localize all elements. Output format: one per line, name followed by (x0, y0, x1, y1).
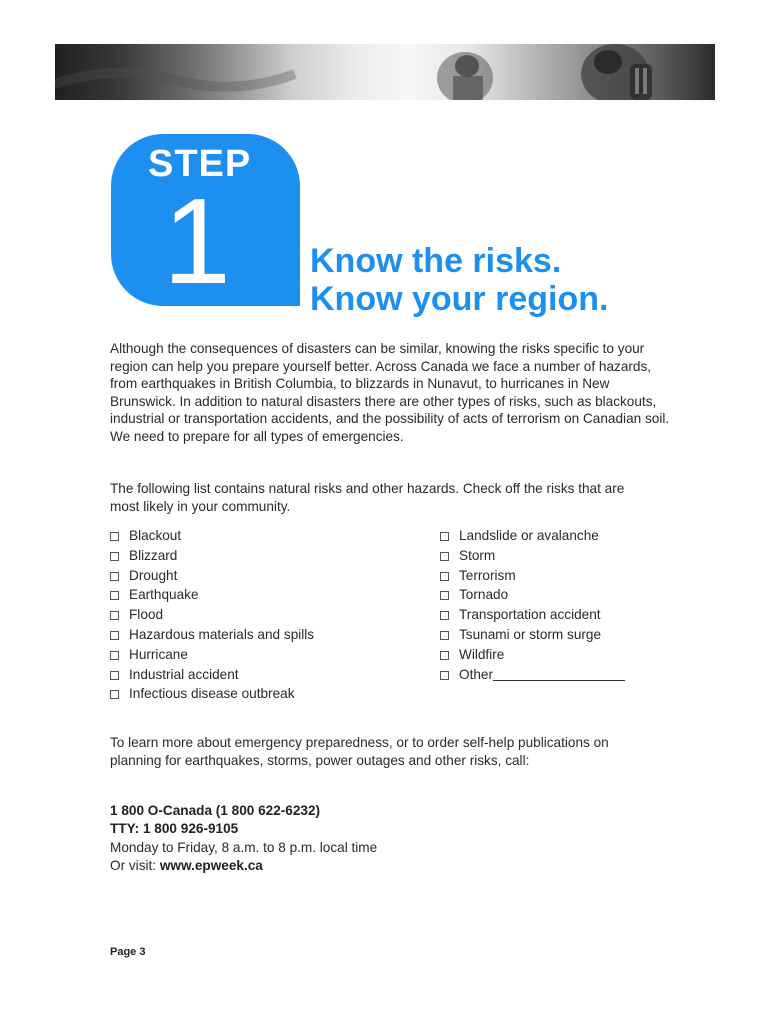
page-title (310, 242, 608, 318)
checklist-item[interactable] (110, 625, 314, 645)
intro-paragraph: Although the consequences of disasters can be similar, knowing the risks specific to your region can help you prepare yourself better. Across Canada we face a number of hazards, from earthquakes in British Columbia, to blizzards in Nunavut, to hurricanes in New Brunswick. In addition to natural disasters there are other types of risks, such as blackouts, industrial or transportation accidents, and the possibility of acts of terrorism on Canadian soil. We need to prepare for all types of emergencies. (110, 341, 670, 444)
checklist-item-label: Flood (129, 607, 164, 623)
checklist-item[interactable] (440, 546, 625, 566)
title-line-1: Know the risks. (310, 242, 562, 280)
checkbox[interactable] (110, 611, 119, 620)
firefighters-image (55, 44, 715, 100)
checkbox[interactable] (440, 631, 449, 640)
checklist-item[interactable] (110, 546, 314, 566)
office-hours: Monday to Friday, 8 a.m. to 8 p.m. local time (110, 839, 378, 855)
checklist-item-label: Tsunami or storm surge (459, 626, 602, 642)
visit-label: Or visit: (110, 858, 160, 874)
checklist-item-label: Earthquake (129, 587, 199, 603)
checkbox[interactable] (440, 532, 449, 541)
checklist-item-label: Landslide or avalanche (459, 528, 599, 543)
checkbox[interactable] (110, 572, 119, 581)
title-line-2: Know your region. (310, 280, 609, 318)
tty-number: TTY: 1 800 926-9105 (110, 821, 239, 837)
checklist-item-label: Tornado (459, 587, 509, 603)
checklist-item[interactable] (110, 645, 314, 665)
checklist-item[interactable] (110, 605, 314, 625)
checkbox[interactable] (110, 552, 119, 561)
checkbox[interactable] (110, 671, 119, 680)
checkbox[interactable] (110, 690, 119, 699)
checklist-item-label: Blizzard (129, 547, 178, 563)
checklist-item[interactable] (440, 645, 625, 665)
checklist-item[interactable] (440, 566, 625, 586)
contact-block (110, 802, 377, 876)
checklist-item[interactable] (440, 625, 625, 645)
page-number: Page 3 (110, 946, 146, 958)
other-write-in-line[interactable] (493, 668, 625, 681)
checklist-item-label: Hurricane (129, 646, 188, 662)
checklist-item-other[interactable] (440, 665, 625, 685)
checklist-item[interactable] (110, 684, 314, 704)
checklist-item-label: Terrorism (459, 567, 516, 583)
checkbox[interactable] (440, 591, 449, 600)
visit-line (110, 857, 377, 875)
checkbox[interactable] (440, 671, 449, 680)
checklist-item-label: Wildfire (459, 646, 505, 662)
checklist-item-label: Transportation accident (459, 607, 601, 623)
checklist-item-label: Drought (129, 567, 178, 583)
phone-number: 1 800 O-Canada (1 800 622-6232) (110, 803, 321, 818)
checkbox[interactable] (110, 591, 119, 600)
checklist-item-label: Other (459, 666, 493, 682)
checklist-item[interactable] (110, 566, 314, 586)
checkbox[interactable] (110, 651, 119, 660)
checkbox[interactable] (440, 552, 449, 561)
checklist-item[interactable] (440, 526, 625, 546)
risk-checklist-left (110, 526, 314, 704)
website-link[interactable]: www.epweek.ca (159, 858, 263, 874)
checkbox[interactable] (110, 631, 119, 640)
checklist-item-label: Infectious disease outbreak (129, 686, 295, 702)
checklist-item[interactable] (110, 526, 314, 546)
checklist-item[interactable] (110, 585, 314, 605)
risk-checklist-right (440, 526, 625, 684)
checklist-item-label: Hazardous materials and spills (129, 626, 315, 642)
checkbox[interactable] (110, 532, 119, 541)
checkbox[interactable] (440, 651, 449, 660)
header-photo-banner (55, 44, 715, 100)
checkbox[interactable] (440, 572, 449, 581)
list-intro-paragraph: The following list contains natural risks and other hazards. Check off the risks that are most likely in your community. (110, 481, 625, 514)
checklist-item[interactable] (440, 585, 625, 605)
step-number: 1 (163, 173, 231, 309)
learn-more-paragraph: To learn more about emergency preparedness, or to order self-help publications on planning for earthquakes, storms, power outages and other risks, call: (110, 735, 609, 768)
step-label: STEP (148, 143, 252, 185)
checklist-item-label: Industrial accident (129, 666, 239, 682)
checklist-item[interactable] (440, 605, 625, 625)
checklist-item-label: Blackout (129, 528, 182, 543)
checklist-item[interactable] (110, 665, 314, 685)
checkbox[interactable] (440, 611, 449, 620)
checklist-item-label: Storm (459, 547, 496, 563)
